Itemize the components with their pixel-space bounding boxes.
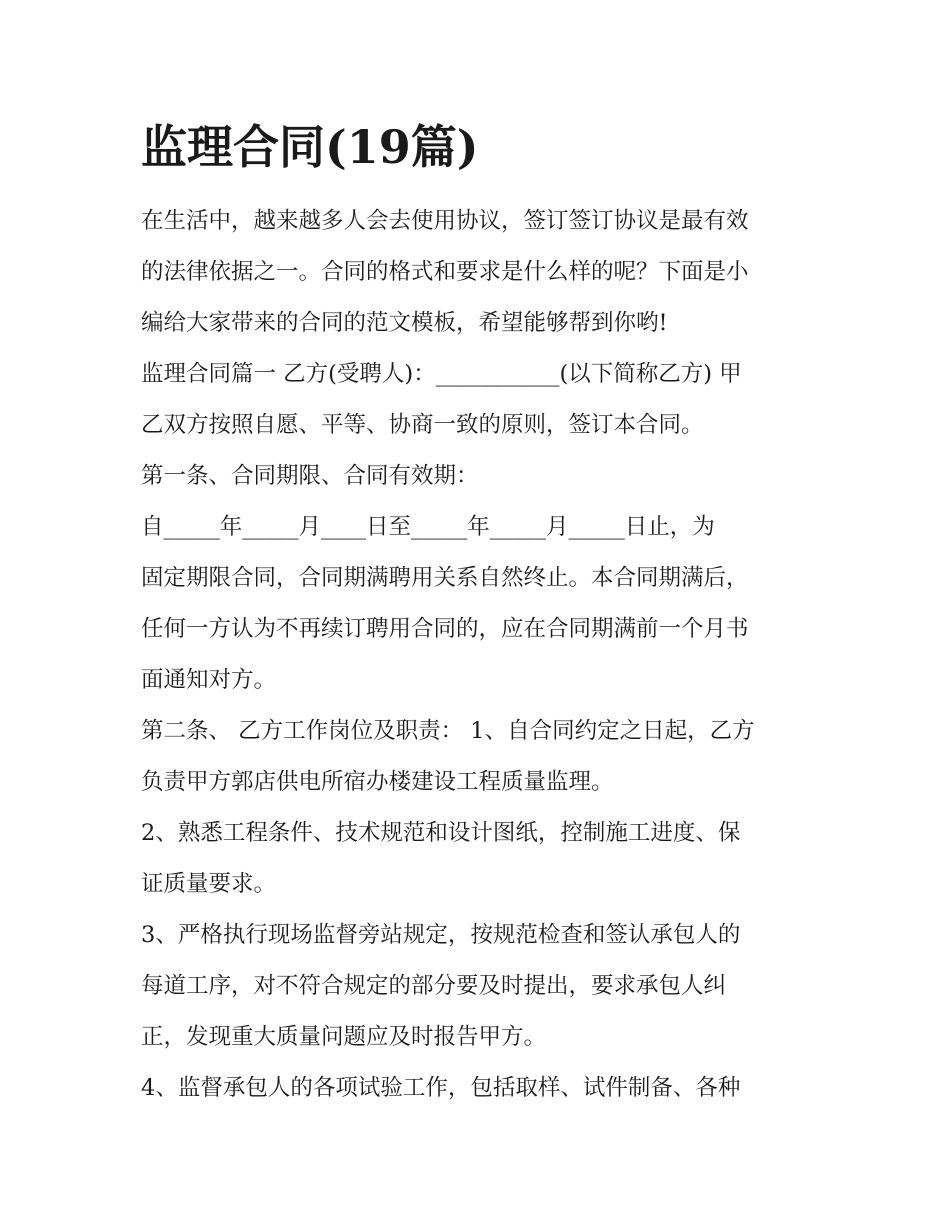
body-line: 面通知对方。: [141, 667, 277, 693]
body-line: 自_____年_____月____日至_____年_____月_____日止，为: [141, 514, 715, 540]
body-line: 的法律依据之一。合同的格式和要求是什么样的呢？下面是小: [141, 259, 749, 285]
body-line: 在生活中，越来越多人会去使用协议，签订签订协议是最有效: [141, 208, 749, 234]
body-line: 2、熟悉工程条件、技术规范和设计图纸，控制施工进度、保: [141, 820, 741, 846]
body-line: 第二条、 乙方工作岗位及职责： 1、自合同约定之日起，乙方: [141, 718, 755, 744]
body-line: 4、监督承包人的各项试验工作，包括取样、试件制备、各种: [141, 1075, 741, 1101]
body-line: 编给大家带来的合同的范文模板，希望能够帮到你哟!: [141, 310, 668, 336]
body-line: 第一条、合同期限、合同有效期：: [141, 463, 479, 489]
body-line: 乙双方按照自愿、平等、协商一致的原则，签订本合同。: [141, 412, 704, 438]
document-title: 监理合同(19篇): [141, 120, 479, 174]
body-line: 任何一方认为不再续订聘用合同的，应在合同期满前一个月书: [141, 616, 749, 642]
body-line: 每道工序，对不符合规定的部分要及时提出，要求承包人纠: [141, 973, 727, 999]
body-line: 证质量要求。: [141, 871, 277, 897]
body-line: 固定期限合同，合同期满聘用关系自然终止。本合同期满后，: [141, 565, 749, 591]
document-body: [141, 196, 821, 1114]
body-line: 负责甲方郭店供电所宿办楼建设工程质量监理。: [141, 769, 614, 795]
document-page: [141, 118, 821, 1114]
body-line: 正，发现重大质量问题应及时报告甲方。: [141, 1024, 547, 1050]
body-line: 监理合同篇一 乙方(受聘人)：___________(以下简称乙方) 甲: [141, 361, 742, 387]
body-line: 3、严格执行现场监督旁站规定，按规范检查和签认承包人的: [141, 922, 741, 948]
